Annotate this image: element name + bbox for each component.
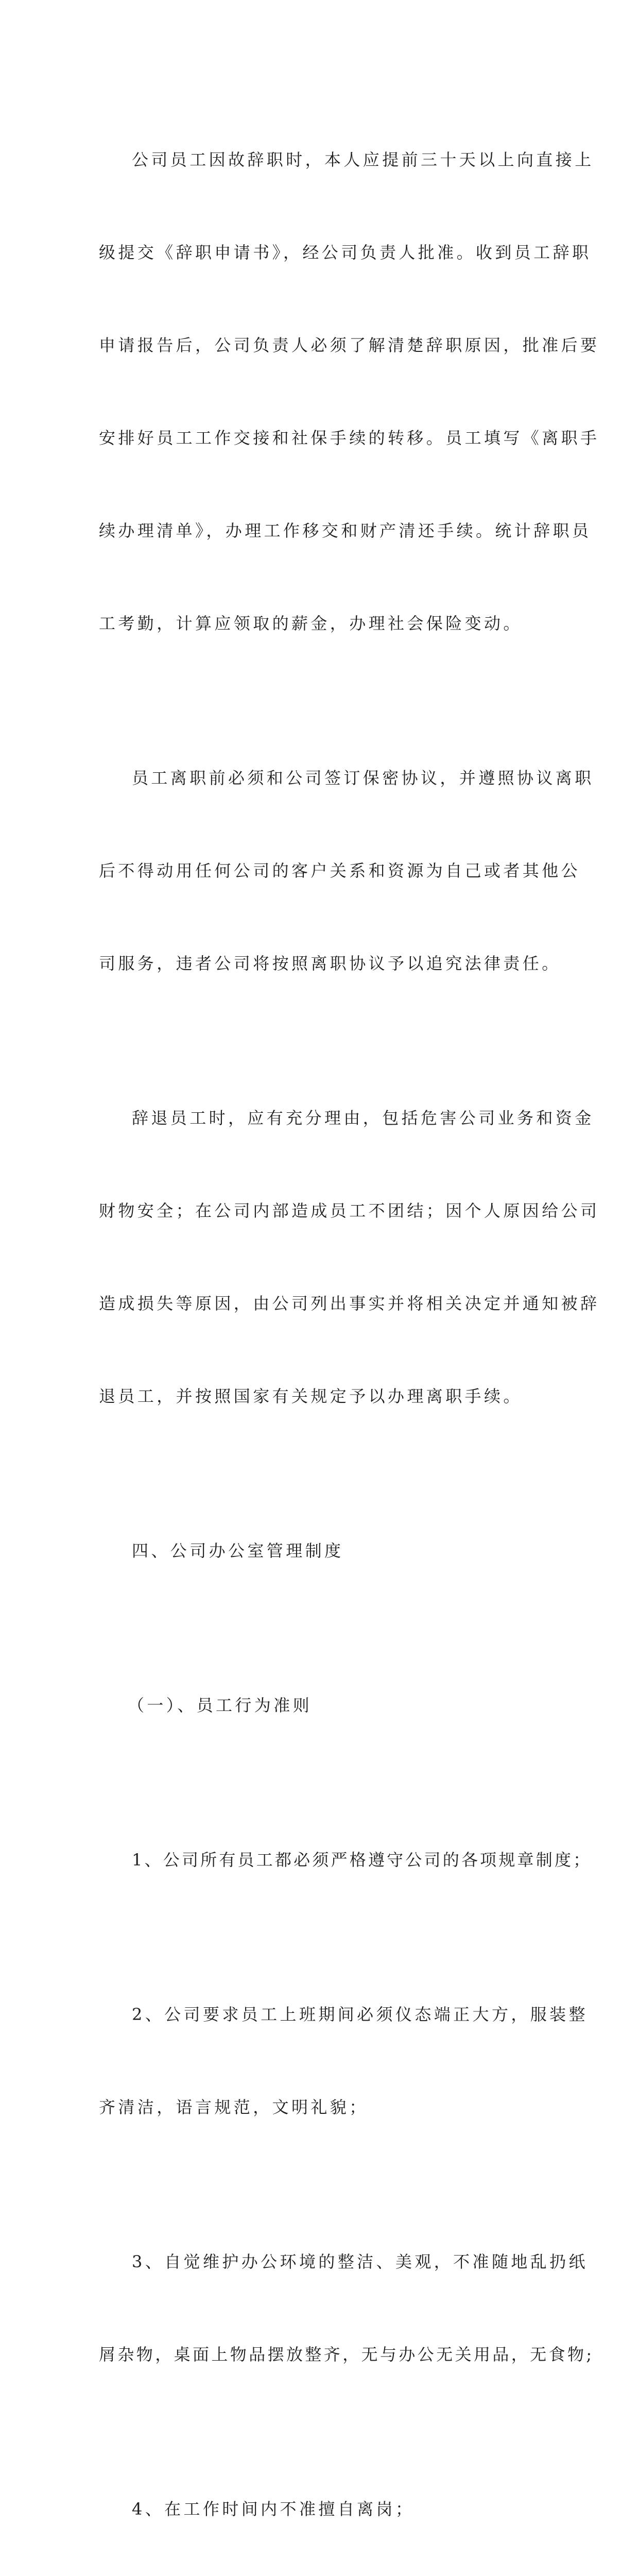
text-line: 造成损失等原因，由公司列出事实并将相关决定并通知被辞: [99, 1294, 600, 1313]
document-body: [99, 82, 600, 2576]
text-line: 1、公司所有员工都必须严格遵守公司的各项规章制度；: [132, 1850, 592, 1870]
text-line: 辞退员工时，应有充分理由，包括危害公司业务和资金: [132, 1108, 594, 1128]
text-line: 安排好员工工作交接和社保手续的转移。员工填写《离职手: [99, 428, 600, 448]
text-line: 屑杂物，桌面上物品摆放整齐，无与办公无关用品，无食物;: [99, 2345, 594, 2364]
section-title: 四、公司办公室管理制度: [132, 1541, 344, 1561]
text-line: 员工离职前必须和公司签订保密协议，并遵照协议离职: [132, 768, 594, 788]
text-line: 续办理清单》，办理工作移交和财产清还手续。统计辞职员: [99, 521, 592, 540]
section-heading: [99, 1473, 542, 1628]
text-line: 4、在工作时间内不准擅自离岗；: [132, 2499, 415, 2519]
subsection-heading: [99, 1628, 542, 1783]
text-line: 2、公司要求员工上班期间必须仪态端正大方，服装整: [132, 2005, 588, 2024]
text-line: 退员工，并按照国家有关规定予以办理离职手续。: [99, 1386, 523, 1406]
subsection-title: （一）、员工行为准则: [128, 1696, 313, 1715]
text-line: 公司员工因故辞职时，本人应提前三十天以上向直接上: [132, 150, 594, 170]
paragraph-resignation-procedure: [99, 82, 600, 701]
rule-item-4: [99, 2432, 542, 2576]
text-line: 工考勤，计算应领取的薪金，办理社会保险变动。: [99, 614, 523, 633]
rule-item-2: [99, 1937, 588, 2184]
text-line: 级提交《辞职申请书》，经公司负责人批准。收到员工辞职: [99, 243, 592, 262]
rule-item-1: [99, 1783, 592, 1937]
text-line: 申请报告后，公司负责人必须了解清楚辞职原因，批准后要: [99, 335, 600, 355]
paragraph-dismissal: [99, 1041, 600, 1473]
text-line: 司服务，违者公司将按照离职协议予以追究法律责任。: [99, 954, 561, 973]
text-line: 财物安全；在公司内部造成员工不团结；因个人原因给公司: [99, 1201, 600, 1221]
text-line: 3、自觉维护办公环境的整洁、美观，不准随地乱扔纸: [132, 2252, 588, 2272]
text-line: 后不得动用任何公司的客户关系和资源为自己或者其他公: [99, 861, 581, 880]
text-line: 齐清洁，语言规范，文明礼貌；: [99, 2097, 369, 2117]
paragraph-confidentiality: [99, 701, 594, 1041]
rule-item-3: [99, 2184, 594, 2432]
